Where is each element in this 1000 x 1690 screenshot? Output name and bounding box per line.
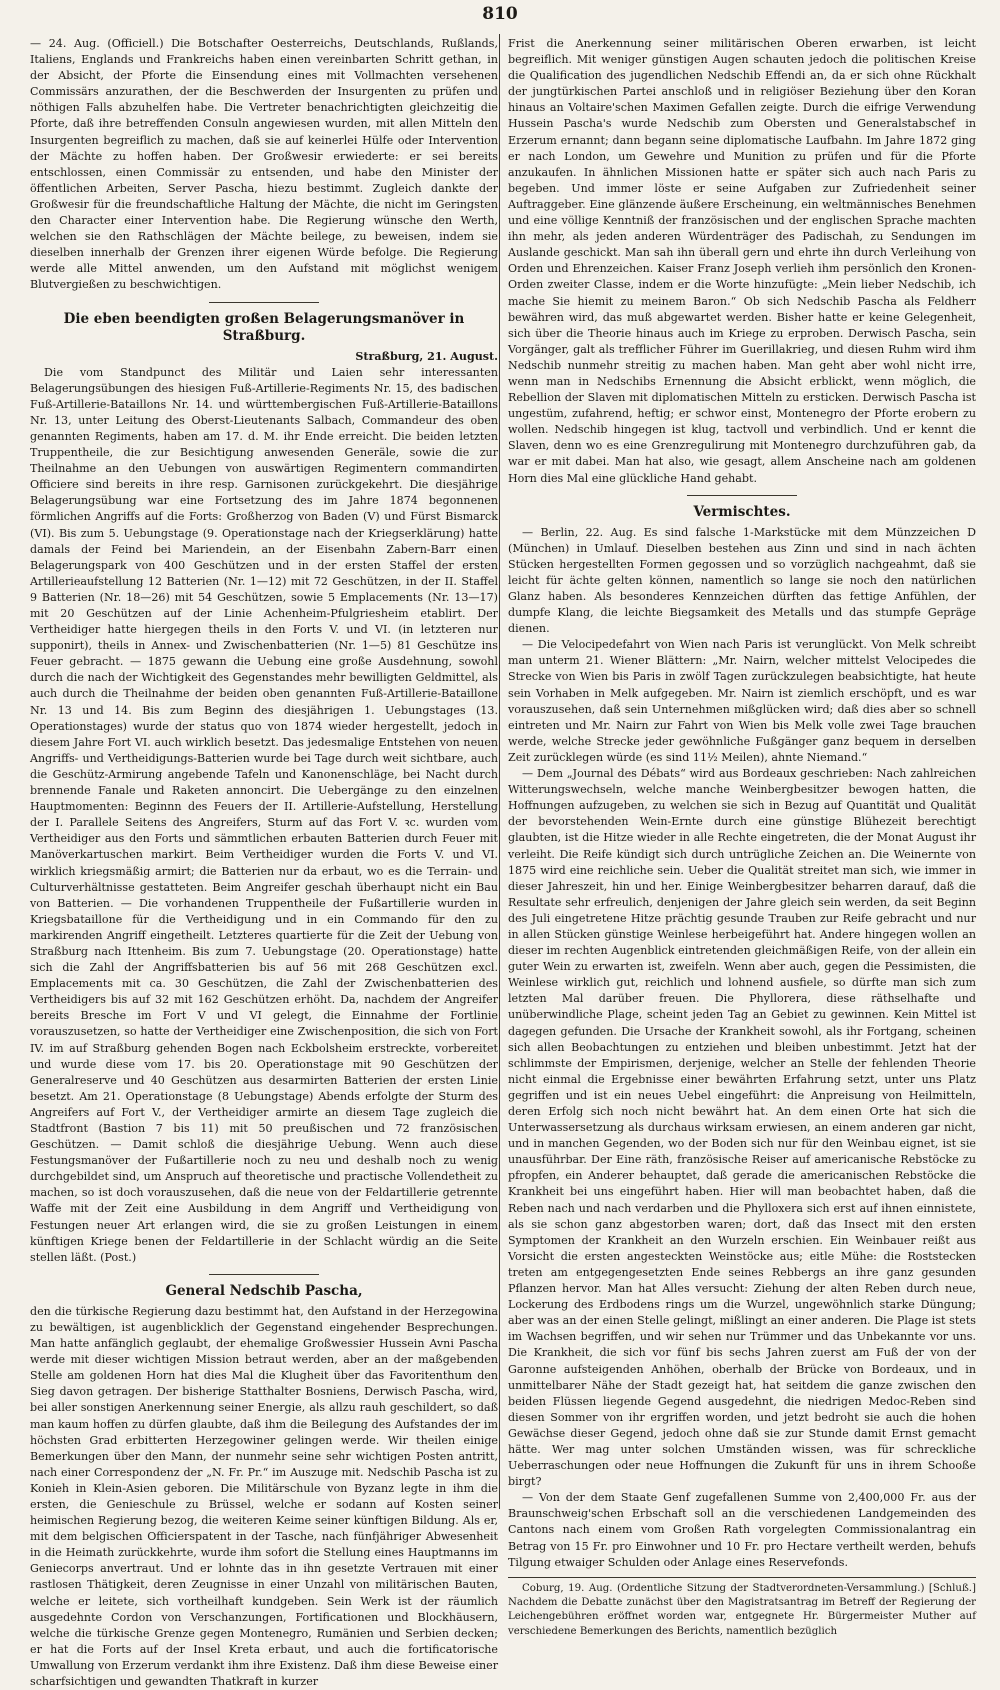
- news-item-coburg: Coburg, 19. Aug. (Ordentliche Sitzung der Stadtverordneten-Versammlung.) [Schluß.] Nachdem die Debatte zunächst über den Magistratsantrag im Betreff der Regierung der Leichengebühren eröffnet worden war, entgegnete Hr. Bürgermeister Muther auf verschiedene Bemerkungen des Berichts, namentlich bezüglich: [508, 1582, 976, 1637]
- page-number: 810: [482, 4, 518, 24]
- article-body-nedschib-continued: Frist die Anerkennung seiner militärischen Oberen erwarben, ist leicht begreiflich. Mit weniger günstigen Augen schauten jedoch die politischen Kreise die Qualification des jugendlichen Nedschib Effendi an, da er sich ohne Rückhalt der jungtürkischen Partei anschloß und in religiöser Beziehung über den Koran hinaus an Voltaire'schen Maximen Gefallen zeigte. Durch die eifrige Verwendung Hussein Pascha's wurde Nedschib zum Obersten und Generalstabschef in Erzerum ernannt; dann begann seine diplomatische Laufbahn. Im Jahre 1872 ging er nach London, um Gewehre und Munition zu prüfen und für die Pforte anzukaufen. In ähnlichen Missionen hatte er später sich auch nach Paris zu begeben. Und immer löste er seine Aufgaben zur Zufriedenheit seiner Auftraggeber. Eine glänzende äußere Erscheinung, ein weltmännisches Benehmen und eine völlige Kenntniß der französischen und der englischen Sprache machten ihn mehr, als jeden anderen Würdenträger des Padischah, zu Sendungen im Auslande geschickt. Man sah ihn überall gern und ehrte ihn durch Verleihung von Orden und Ehrenzeichen. Kaiser Franz Joseph verlieh ihm persönlich den Kronen-Orden zweiter Classe, indem er die Worte hinzufügte: „Mein lieber Nedschib, ich mache Sie hiemit zu meinem Baron.“ Ob sich Nedschib Pascha als Feldherr bewähren wird, das muß abgewartet werden. Bisher hatte er keine Gelegenheit, sich über die Theorie hinaus auch im Kriege zu erproben. Derwisch Pascha, sein Vorgänger, galt als trefflicher Führer im Guerillakrieg, und diesen Ruhm wird ihm Nedschib nunmehr streitig zu machen haben. Man geht aber wohl nicht irre, wenn man in Nedschibs Ernennung die Absicht erblickt, wenn möglich, die Rebellion der Slaven mit diplomatischen Mitteln zu ersticken. Derwisch Pascha ist ungestüm, zufahrend, heftig; er schwor einst, Montenegro der Pforte erobern zu wollen. Nedschib hingegen ist klug, tactvoll und verbindlich. Und er kennt die Slaven, denn wo es eine Grenzregulirung mit Montenegro durchzuführen gab, da war er mit dabei. Man hat also, wie gesagt, allem Anscheine nach am goldenen Horn dies Mal eine glückliche Hand gehabt.: [508, 37, 976, 485]
- news-item-bordeaux: — Dem „Journal des Débats“ wird aus Bordeaux geschrieben: Nach zahlreichen Witterungswechseln, welche manche Weinbergbesitzer bewogen hatten, die Hoffnungen aufzugeben, zu welchen sie sich in Bezug auf Quantität und Qualität der bevorstehenden Wein-Ernte durch eine günstige Blühezeit berechtigt glaubten, ist die Hitze wieder in alle Rechte eingetreten, die der Monat August ihr verleiht. Die Reife kündigt sich durch untrügliche Zeichen an. Die Weinernte von 1875 wird eine reichliche sein. Ueber die Qualität streitet man sich, wie immer in dieser Jahreszeit, hin und her. Einige Weinbergbesitzer beharren darauf, daß die Resultate sehr erfreulich, denjenigen der Jahre gleich sein werden, da seit Beginn des Juli eingetretene Hitze prächtig gesunde Trauben zur Reife gebracht und nur in allen Stücken günstige Weinlese herbeigeführt hat. Andere hingegen wollen an dieser im rechten Augenblick eintretenden gleichmäßigen Reife, von der allein ein guter Wein zu erwarten ist, zweifeln. Wenn aber auch, gegen die Pessimisten, die Weinlese wirklich gut, reichlich und lohnend ausfiele, so dürfte man sich zum letzten Mal darüber freuen. Die Phyllorera, diese räthselhafte und unüberwindliche Plage, scheint jeden Tag an Gebiet zu gewinnen. Kein Mittel ist dagegen gefunden. Die Ursache der Krankheit sowohl, als ihr Fortgang, scheinen sich allen Beobachtungen zu entziehen und bleiben unbestimmt. Jetzt hat der schlimmste der Empirismen, derjenige, welcher an Stelle der fehlenden Theorie nicht einmal die Ergebnisse einer bewährten Erfahrung setzt, unter uns Platz gegriffen und ist ein neues Uebel eingeführt: die Anpreisung von Heilmitteln, deren Erfolg sich noch nicht bewährt hat. An dem einen Orte hat sich die Unterwassersetzung als durchaus wirksam erwiesen, an einem anderen gar nicht, und in manchen Gegenden, wo der Boden sich nur für den Weinbau eignet, ist sie unausführbar. Der Eine räth, französische Reiser auf americanische Rebstöcke zu pfropfen, ein Anderer behauptet, daß gerade die americanischen Rebstöcke die Krankheit bei uns eingeführt haben. Hier will man beobachtet haben, daß die Reben nach und nach verdarben und die Phylloxera sich erst auf ihnen einnistete, als sie schon ganz abgestorben waren; dort, daß das Insect mit den ersten Symptomen der Krankheit an den Wurzeln erschien. Ein Weinbauer reißt aus Vorsicht die ersten angesteckten Weinstöcke aus; eitle Mühe: die Roststecken treten am entgegengesetzten Ende seines Rebbergs an ihre ganz gesunden Pflanzen hervor. Man hat Alles versucht: Ziehung der alten Reben durch neue, Lockerung des Erdbodens rings um die Wurzel, ungewöhnlich starke Düngung; aber was an der einen Stelle gelingt, mißlingt an einer anderen. Die Plage ist stets im Wachsen begriffen, und wir sehen nur Trümmer und das Unbekannte vor uns. Die Krankheit, die sich vor fünf bis sechs Jahren zuerst am Fuß der von der Garonne aufsteigenden Anhöhen, oberhalb der Brücke von Bordeaux, und in unmittelbarer Nähe der Stadt gezeigt hat, hat seitdem die ganze zwischen den beiden Flüssen liegende Gegend ausgedehnt, die niedrigen Medoc-Reben sind diesen Sommer von ihr ergriffen worden, und jetzt bedroht sie auch die hohen Gewächse dieser Gegend, jedoch ohne daß sie zur Stunde damit Ernst gemacht hätte. Wer mag unter solchen Umständen wissen, was für schreckliche Ueberraschungen oder neue Hoffnungen die Zukunft für uns in ihrem Schooße birgt?: [508, 767, 976, 1489]
- news-item-official: — 24. Aug. (Officiell.) Die Botschafter Oesterreichs, Deutschlands, Rußlands, Italiens, Englands und Frankreichs haben einen vereinbarten Schritt gethan, in der Absicht, der Pforte die Einsendung eines mit Vollmachten versehenen Commissärs anzurathen, der die Beschwerden der Insurgenten zu prüfen und nöthigen Falls abzuhelfen habe. Die Vertreter benachrichtigten gleichzeitig die Pforte, daß ihre betreffenden Consuln angewiesen wurden, mit allen Mitteln den Insurgenten begreiflich zu machen, daß sie auf keinerlei Hülfe oder Intervention der Mächte zu hoffen haben. Der Großwesir erwiederte: er sei bereits entschlossen, einen Commissär zu entsenden, und habe den Minister der öffentlichen Arbeiten, Server Pascha, hiezu bestimmt. Zugleich dankte der Großwesir für die freundschaftliche Haltung der Mächte, die nicht im Geringsten den Character einer Intervention habe. Die Regierung wünsche den Werth, welchen sie den Rathschlägen der Mächte beilege, zu beweisen, indem sie dieselben innerhalb der Grenzen ihrer eigenen Würde befolge. Die Regierung werde alle Mittel anwenden, um den Aufstand mit möglichst wenigem Blutvergießen zu beschwichtigen.: [30, 37, 498, 292]
- article-heading-nedschib-pascha: General Nedschib Pascha,: [165, 1282, 363, 1299]
- article-heading-siege-manoeuvres: Die eben beendigten großen Belagerungsmanöver in Straßburg.: [63, 310, 465, 344]
- news-item-velocipede: — Die Velocipedefahrt von Wien nach Paris ist verunglückt. Von Melk schreibt man unterm 21. Wiener Blättern: „Mr. Nairn, welcher mittelst Velocipedes die Strecke von Wien bis Paris in zwölf Tagen zurückzulegen beabsichtigte, hat heute sein Vorhaben in Melk aufgegeben. Mr. Nairn ist ziemlich erschöpft, und es war vorauszusehen, daß sein Unternehmen mißglücken wird; daß dies aber so schnell eintreten und Mr. Nairn zur Fahrt von Wien bis Melk volle zwei Tage brauchen werde, welche Strecke jeder gewöhnliche Fußgänger ganz bequem in derselben Zeit zurücklegen würde (es sind 11½ Meilen), ahnte Niemand.“: [508, 638, 976, 764]
- left-column: [30, 36, 498, 1688]
- article-body-nedschib-pascha: den die türkische Regierung dazu bestimmt hat, den Aufstand in der Herzegowina zu bewältigen, ist augenblicklich der Gegenstand eingehender Besprechungen. Man hatte anfänglich geglaubt, der ehemalige Großwessier Hussein Avni Pascha werde mit dieser wichtigen Mission betraut werden, aber an der maßgebenden Stelle am goldenen Horn hat dies Mal die Klugheit über das Favoritenthum den Sieg davon getragen. Der bisherige Statthalter Bosniens, Derwisch Pascha, wird, bei aller sonstigen Anerkennung seiner Energie, als allzu rauh geschildert, so daß man kaum hoffen zu dürfen glaubte, daß ihm die Beilegung des Aufstandes der im höchsten Grad erbitterten Herzegowiner gelingen werde. Wir theilen einige Bemerkungen über den Mann, der nunmehr seine sehr wichtigen Posten antritt, nach einer Correspondenz der „N. Fr. Pr.“ im Auszuge mit. Nedschib Pascha ist zu Konieh in Klein-Asien geboren. Die Militärschule von Byzanz legte in ihm die ersten, die Genieschule zu Brüssel, welche er sodann auf Kosten seiner heimischen Regierung bezog, die weiteren Keime seiner künftigen Bildung. Als er, mit dem belgischen Officierspatent in der Tasche, nach fünfjähriger Abwesenheit in die Heimath zurückkehrte, wurde ihm sofort die Stellung eines Hauptmanns im Geniecorps anvertraut. Und er lohnte das in ihn gesetzte Vertrauen mit einer rastlosen Thätigkeit, deren Zeugnisse in einer Unzahl von militärischen Bauten, welche er leitete, sich vortheilhaft kundgeben. Sein Werk ist der räumlich ausgedehnte Cordon von Verschanzungen, Fortificationen und Blockhäusern, welche die türkische Grenze gegen Montenegro, Rumänien und Serbien decken; er hat die Forts auf der Insel Kreta erbaut, und auch die fortificatorische Umwallung von Erzerum verdankt ihm ihre Existenz. Daß ihm diese Beweise einer scharfsichtigen und gewandten Thatkraft in kurzer: [30, 1304, 498, 1688]
- section-heading-vermischtes: Vermischtes.: [693, 503, 791, 520]
- article-body-siege-manoeuvres: Die vom Standpunct des Militär und Laien sehr interessanten Belagerungsübungen des hiesigen Fuß-Artillerie-Regiments Nr. 15, des badischen Fuß-Artillerie-Bataillons Nr. 14. und württembergischen Fuß-Artillerie-Bataillons Nr. 13, unter Leitung des Oberst-Lieutenants Salbach, Commandeur des oben genannten Regiments, haben am 17. d. M. ihr Ende erreicht. Die beiden letzten Truppentheile, die zur Besichtigung anwesenden Generäle, sowie die zur Theilnahme an den Uebungen von auswärtigen Regimentern commandirten Officiere sind bereits in ihre resp. Garnisonen zurückgekehrt. Die diesjährige Belagerungsübung war eine Fortsetzung des im Jahre 1874 begonnenen förmlichen Angriffs auf die Forts: Großherzog von Baden (V) und Fürst Bismarck (VI). Bis zum 5. Uebungstage (9. Operationstage nach der Kriegserklärung) hatte damals der Feind bei Mariendein, an der Eisenbahn Zabern-Barr einen Belagerungspark von 400 Geschützen und in der ersten Staffel der ersten Artillerieaufstellung 12 Batterien (Nr. 1—12) mit 72 Geschützen, in der II. Staffel 9 Batterien (Nr. 18—26) mit 54 Geschützen, sowie 5 Emplacements (Nr. 13—17) mit 20 Geschützen auf der Linie Achenheim-Pfulgriesheim etablirt. Der Vertheidiger hatte hiergegen theils in den Forts V. und VI. (in letzteren nur supponirt), theils in Annex- und Zwischenbatterien (Nr. 1—5) 81 Geschütze ins Feuer gebracht. — 1875 gewann die Uebung eine große Ausdehnung, sowohl durch die nach der Wichtigkeit des Gegenstandes mehr bewilligten Geldmittel, als auch durch die Theilnahme der beiden oben genannten Fuß-Artillerie-Bataillone Nr. 13 und 14. Bis zum Beginn des diesjährigen 1. Uebungstages (13. Operationstages) wurde der status quo von 1874 wieder hergestellt, jedoch in diesem Jahre Fort VI. auch wirklich besetzt. Das jedesmalige Entstehen von neuen Angriffs- und Vertheidigungs-Batterien wurde bei Tage durch weit sichtbare, auch die Geschütz-Armirung angebende Tafeln und Kanonenschläge, bei Nacht durch brennende Fanale und Raketen annoncirt. Die Uebergänge zu den einzelnen Hauptmomenten: Beginnn des Feuers der II. Artillerie-Aufstellung, Herstellung der I. Parallele Seitens des Angreifers, Sturm auf das Fort V. ꝛc. wurden vom Vertheidiger aus den Forts und sämmtlichen erbauten Batterien durch Feuer mit Manöverkartuschen markirt. Beim Vertheidiger wurden die Forts V. und VI. wirklich kriegsmäßig armirt; die Batterien nur da erbaut, wo es die Terrain- und Culturverhältnisse gestatteten. Beim Angreifer geschah überhaupt nicht ein Bau von Batterien. — Die vorhandenen Truppentheile der Fußartillerie wurden in Kriegsbataillone für die Vertheidigung und in ein Commando für den zu markirenden Angriff eingetheilt. Letzteres quartierte für die Zeit der Uebung von Straßburg nach Ittenheim. Bis zum 7. Uebungstage (20. Operationstage) hatte sich die Zahl der Angriffsbatterien bis auf 56 mit 268 Geschützen excl. Emplacements mit ca. 30 Geschützen, die Zahl der Zwischenbatterien des Vertheidigers bis auf 32 mit 162 Geschützen erhöht. Da, nachdem der Angreifer bereits Bresche im Fort V und VI gelegt, die Einnahme der Fortlinie vorauszusetzen, so hatte der Vertheidiger eine Zwischenposition, die sich von Fort IV. im auf Straßburg gehenden Bogen nach Eckbolsheim erstreckte, vorbereitet und wurde diese vom 17. bis 20. Operationstage mit 90 Geschützen der Generalreserve und 40 Geschützen aus desarmirten Batterien der ersten Linie besetzt. Am 21. Operationstage (8 Uebungstage) Abends erfolgte der Sturm des Angreifers auf Fort V., der Vertheidiger armirte an diesem Tage zugleich die Stadtfront (Bastion 7 bis 11) mit 50 preußischen und 72 französischen Geschützen. — Damit schloß die diesjährige Uebung. Wenn auch diese Festungsmanöver der Fußartillerie noch zu neu und deshalb noch zu wenig durchgebildet sind, um Anspruch auf theoretische und practische Vollendetheit zu machen, so ist doch vorauszusehen, daß die neue von der Feldartillerie getrennte Waffe mit der Zeit eine Ausbildung in dem Angriff und Vertheidigung von Festungen neuer Art erlangen wird, die sie zu großen Leistungen in einem künftigen Kriege benen der Feldartillerie in der Schlacht würdig an die Seite stellen läßt. (Post.): [30, 365, 498, 1264]
- news-item-berlin: — Berlin, 22. Aug. Es sind falsche 1-Markstücke mit dem Münzzeichen D (München) in Umlauf. Dieselben bestehen aus Zinn und sind in nach ächten Stücken hergestellten Formen gegossen und so vorzüglich nachgeahmt, daß sie leicht für ächte gelten können, namentlich so lange sie noch den natürlichen Glanz haben. Als besonderes Kennzeichen dürften das fettige Anfühlen, der dumpfe Klang, die leichte Biegsamkeit des Metalls und das stumpfe Gepräge dienen.: [508, 525, 976, 636]
- news-item-genf: — Von der dem Staate Genf zugefallenen Summe von 2,400,000 Fr. aus der Braunschweig'schen Erbschaft soll an die verschiedenen Landgemeinden des Cantons nach einem vom Großen Rath vorgelegten Commissionalantrag ein Betrag von 15 Fr. pro Einwohner und 10 Fr. pro Hectare vertheilt werden, behufs Tilgung etwaiger Schulden oder Anlage eines Reservefonds.: [508, 1491, 976, 1569]
- separator-rule: [508, 1577, 976, 1578]
- right-column: [508, 36, 976, 1637]
- separator-rule: [209, 302, 319, 303]
- separator-rule: [209, 1274, 319, 1275]
- separator-rule: [687, 495, 797, 496]
- article-dateline: Straßburg, 21. August.: [355, 349, 498, 363]
- column-divider: [499, 34, 500, 1509]
